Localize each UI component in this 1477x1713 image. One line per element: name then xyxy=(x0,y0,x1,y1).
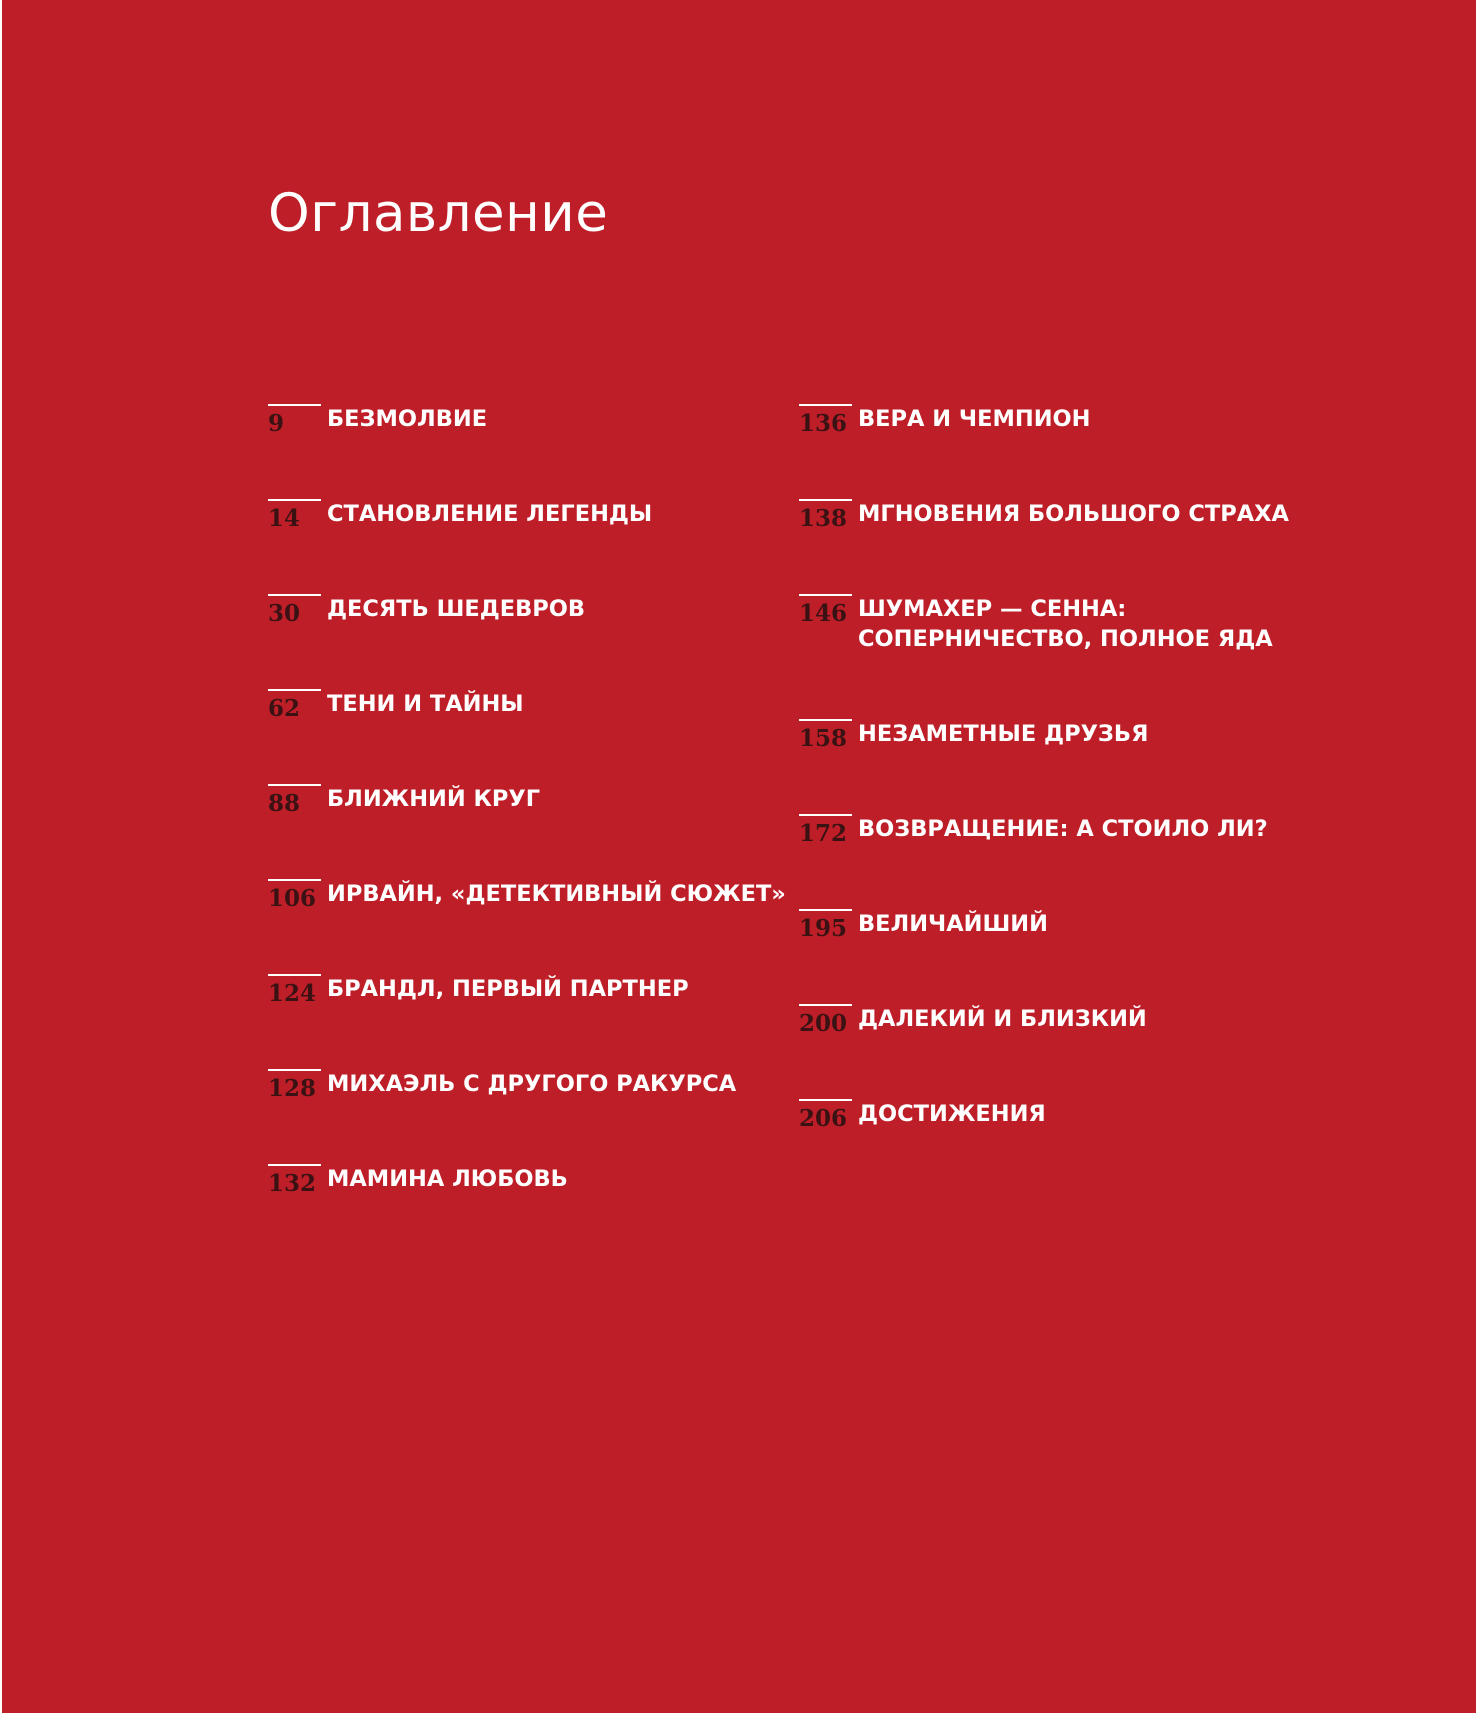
entry-heading: ШУМАХЕР — СЕННА: xyxy=(858,596,1127,622)
entry-page-number: 124 xyxy=(268,980,317,1007)
entry-page-number: 106 xyxy=(268,885,317,912)
entry-rule xyxy=(799,814,852,816)
entry-heading: СТАНОВЛЕНИЕ ЛЕГЕНДЫ xyxy=(327,501,653,527)
entry-heading: НЕЗАМЕТНЫЕ ДРУЗЬЯ xyxy=(858,721,1149,747)
entry-heading-line2: СОПЕРНИЧЕСТВО, ПОЛНОЕ ЯДА xyxy=(858,626,1273,652)
entry-rule xyxy=(268,1164,321,1166)
entry-heading: ДЕСЯТЬ ШЕДЕВРОВ xyxy=(327,596,586,622)
entry-page-number: 88 xyxy=(268,790,301,817)
entry-page-number: 62 xyxy=(268,695,301,722)
entry-page-number: 9 xyxy=(268,410,285,437)
entry-heading: БРАНДЛ, ПЕРВЫЙ ПАРТНЕР xyxy=(327,976,689,1002)
entry-heading: ИРВАЙН, «ДЕТЕКТИВНЫЙ СЮЖЕТ» xyxy=(327,881,786,907)
entry-rule xyxy=(799,404,852,406)
entry-rule xyxy=(268,594,321,596)
entry-heading: БЕЗМОЛВИЕ xyxy=(327,406,488,432)
entry-page-number: 138 xyxy=(799,505,848,532)
entry-rule xyxy=(799,909,852,911)
entry-rule xyxy=(799,594,852,596)
entry-page-number: 30 xyxy=(268,600,301,627)
entry-page-number: 195 xyxy=(799,915,848,942)
entry-page-number: 206 xyxy=(799,1105,848,1132)
entry-heading: ДАЛЕКИЙ И БЛИЗКИЙ xyxy=(858,1006,1147,1032)
entry-rule xyxy=(799,499,852,501)
entry-rule xyxy=(268,784,321,786)
entry-page-number: 158 xyxy=(799,725,848,752)
entry-page-number: 146 xyxy=(799,600,848,627)
entry-heading: МИХАЭЛЬ С ДРУГОГО РАКУРСА xyxy=(327,1071,737,1097)
entry-rule xyxy=(268,499,321,501)
entry-heading: БЛИЖНИЙ КРУГ xyxy=(327,786,541,812)
entry-page-number: 132 xyxy=(268,1170,317,1197)
red-background xyxy=(2,0,1476,1713)
entry-heading: МАМИНА ЛЮБОВЬ xyxy=(327,1166,568,1192)
entry-heading: МГНОВЕНИЯ БОЛЬШОГО СТРАХА xyxy=(858,501,1289,527)
entry-page-number: 200 xyxy=(799,1010,848,1037)
entry-heading: ВЕРА И ЧЕМПИОН xyxy=(858,406,1091,432)
page-title: Оглавление xyxy=(268,183,609,244)
entry-rule xyxy=(268,1069,321,1071)
entry-rule xyxy=(799,1004,852,1006)
entry-page-number: 128 xyxy=(268,1075,317,1102)
entry-rule xyxy=(268,879,321,881)
entry-heading: ДОСТИЖЕНИЯ xyxy=(858,1101,1046,1127)
entry-page-number: 14 xyxy=(268,505,301,532)
entry-rule xyxy=(799,1099,852,1101)
entry-heading: ВЕЛИЧАЙШИЙ xyxy=(858,911,1048,937)
entry-rule xyxy=(268,404,321,406)
entry-page-number: 136 xyxy=(799,410,848,437)
entry-page-number: 172 xyxy=(799,820,848,847)
entry-rule xyxy=(268,974,321,976)
entry-rule xyxy=(268,689,321,691)
entry-rule xyxy=(799,719,852,721)
entry-heading: ТЕНИ И ТАЙНЫ xyxy=(327,691,524,717)
entry-heading: ВОЗВРАЩЕНИЕ: А СТОИЛО ЛИ? xyxy=(858,816,1268,842)
